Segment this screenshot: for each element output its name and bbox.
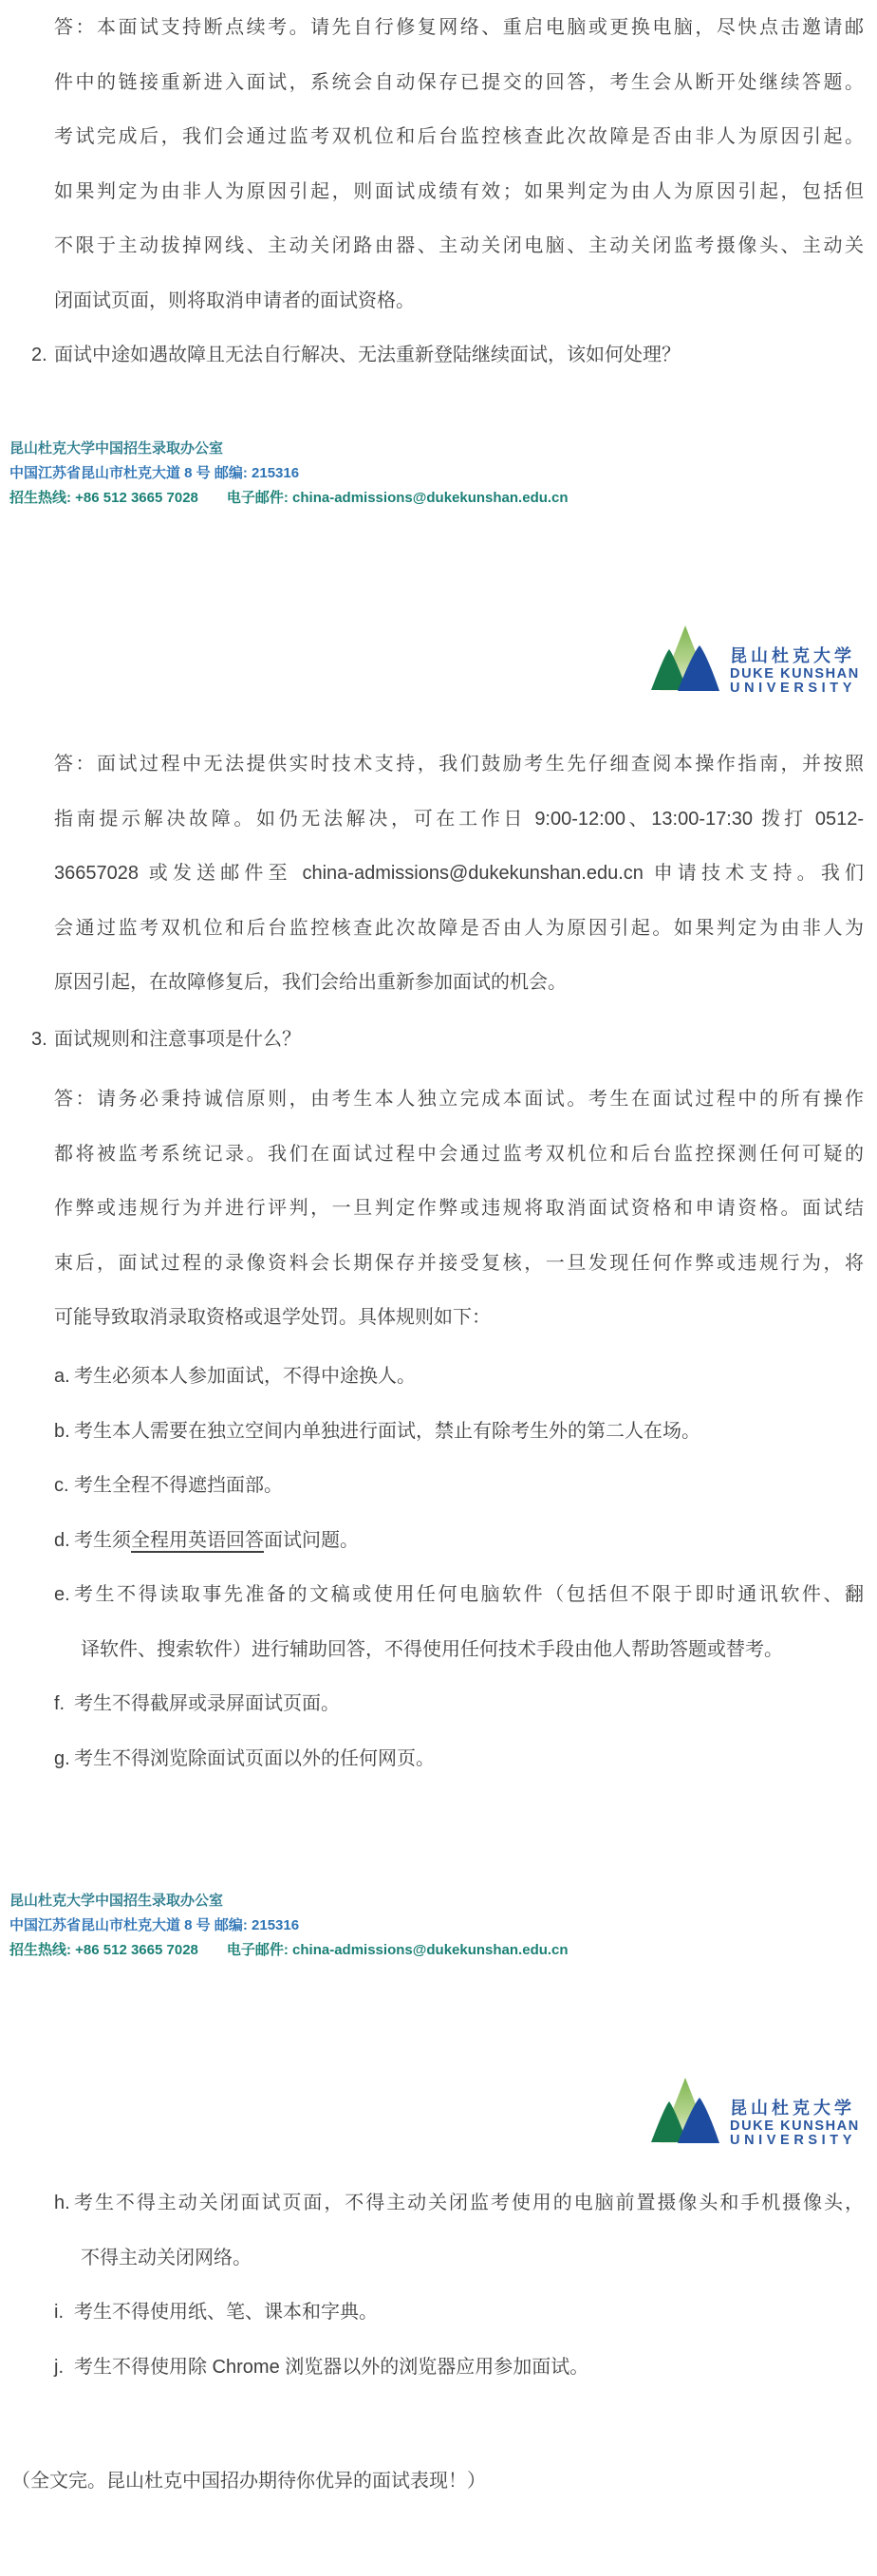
line-text: 考试完成后，我们会通过监考双机位和后台监控核查此次故障是否由非人为原因引起。: [54, 126, 864, 147]
list-marker: a.: [54, 1366, 70, 1387]
footer-email: 电子邮件: china-admissions@dukekunshan.edu.cn: [226, 490, 569, 506]
list-marker: i.: [54, 2302, 64, 2323]
question-3: [31, 1013, 864, 1068]
text-line: [54, 902, 864, 957]
logo-text: [730, 647, 860, 697]
question-number: 2.: [31, 345, 47, 365]
text-line: [54, 2231, 864, 2287]
line-text: 考生不得截屏或录屏面试页面。: [74, 1693, 340, 1714]
dku-logo: [650, 2077, 867, 2149]
line-text: 考生不得浏览除面试页面以外的任何网页。: [74, 1747, 435, 1769]
line-text: 不得主动关闭网络。: [81, 2247, 252, 2268]
list-marker: b.: [54, 1420, 70, 1442]
line-text: 闭面试页面，则将取消申请者的面试资格。: [54, 289, 415, 311]
list-marker: g.: [54, 1747, 70, 1769]
answer-paragraph-3: [54, 1073, 864, 1346]
line-text: 36657028 或发送邮件至 china-admissions@dukekunshan.edu.cn 申请技术支持。我们: [54, 863, 864, 884]
text-line: [54, 1182, 864, 1237]
list-marker: d.: [54, 1529, 70, 1551]
text-line: [54, 1677, 864, 1732]
text-line: [54, 1405, 864, 1460]
line-text: 可能导致取消录取资格或退学处罚。具体规则如下：: [54, 1307, 491, 1328]
text-line: [54, 56, 864, 111]
line-text: 答：本面试支持断点续考。请先自行修复网络、重启电脑或更换电脑，尽快点击邀请邮: [54, 17, 864, 38]
line-text: 考生不得使用纸、笔、课本和字典。: [74, 2302, 378, 2323]
line-text: 考生本人需要在独立空间内单独进行面试，禁止有除考生外的第二人在场。: [74, 1420, 700, 1442]
logo-en-name-line2: UNIVERSITY: [730, 681, 857, 696]
footer-address: 中国江苏省昆山市杜克大道 8 号 邮编: 215316: [9, 465, 300, 481]
footer-email: 电子邮件: china-admissions@dukekunshan.edu.cn: [226, 1942, 569, 1958]
answer-paragraph-1: [54, 1, 864, 328]
line-text: 考生不得使用除 Chrome 浏览器以外的浏览器应用参加面试。: [74, 2356, 589, 2378]
line-text: 作弊或违规行为并进行评判，一旦判定作弊或违规将取消面试资格和申请资格。面试结: [54, 1198, 864, 1219]
rules-list-a-g: [54, 1350, 864, 1786]
line-text: 会通过监考双机位和后台监控核查此次故障是否由人为原因引起。如果判定为由非人为: [54, 917, 864, 939]
logo-cn-name: 昆山杜克大学: [730, 646, 855, 665]
text-line: [54, 1568, 864, 1623]
line-text: 译软件、搜索软件）进行辅助回答，不得使用任何技术手段由他人帮助答题或替考。: [81, 1638, 783, 1660]
page-footer: [9, 437, 864, 511]
line-text: 考生全程不得遮挡面部。: [74, 1475, 283, 1496]
line-text: 考生必须本人参加面试，不得中途换人。: [74, 1366, 416, 1387]
text-line: [54, 2176, 864, 2231]
list-marker: j.: [54, 2356, 64, 2378]
text-line: [54, 737, 864, 793]
logo-cn-name: 昆山杜克大学: [730, 2099, 855, 2118]
question-number: 3.: [31, 1029, 47, 1050]
text-line: [54, 1350, 864, 1405]
line-text: 考生不得主动关闭面试页面，不得主动关闭监考使用的电脑前置摄像头和手机摄像头，: [74, 2193, 864, 2213]
logo-text: [730, 2100, 860, 2149]
footer-hotline: 招生热线: +86 512 3665 7028: [9, 1942, 198, 1958]
text-line: [54, 1732, 864, 1787]
line-text: 都将被监考系统记录。我们在面试过程中会通过监考双机位和后台监控探测任何可疑的: [54, 1143, 864, 1165]
logo-en-name-line1: DUKE KUNSHAN: [730, 666, 860, 681]
text-line: [54, 1, 864, 56]
text-line: [54, 1514, 864, 1569]
question-2: [31, 328, 864, 383]
footer-address: 中国江苏省昆山市杜克大道 8 号 邮编: 215316: [9, 1917, 300, 1933]
text-line: [54, 110, 864, 165]
text-line: [54, 274, 864, 329]
list-marker: h.: [54, 2193, 70, 2213]
question-text: 面试规则和注意事项是什么？: [54, 1029, 301, 1050]
footer-office: 昆山杜克大学中国招生录取办公室: [9, 1893, 224, 1909]
question-text: 面试中途如遇故障且无法自行解决、无法重新登陆继续面试，该如何处理？: [54, 345, 681, 365]
line-text: 考生须全程用英语回答面试问题。: [74, 1529, 359, 1551]
text-line: [54, 165, 864, 220]
list-marker: c.: [54, 1475, 69, 1496]
text-line: [54, 1459, 864, 1514]
mountain-logo-icon: [650, 2077, 720, 2145]
answer-paragraph-2: [54, 737, 864, 1011]
list-marker: f.: [54, 1693, 65, 1714]
logo-en-name-line1: DUKE KUNSHAN: [730, 2119, 860, 2134]
footer-hotline: 招生热线: +86 512 3665 7028: [9, 490, 198, 506]
text-line: [54, 2341, 864, 2396]
line-text: 考生不得读取事先准备的文稿或使用任何电脑软件（包括但不限于即时通讯软件、翻: [74, 1584, 864, 1605]
text-line: [54, 847, 864, 902]
line-text: 不限于主动拔掉网线、主动关闭路由器、主动关闭电脑、主动关闭监考摄像头、主动关: [54, 235, 864, 256]
line-text: 如果判定为由非人为原因引起，则面试成绩有效；如果判定为由人为原因引起，包括但: [54, 180, 864, 202]
line-text: 原因引起，在故障修复后，我们会给出重新参加面试的机会。: [54, 972, 567, 993]
text-line: [54, 1128, 864, 1183]
text-line: [54, 1291, 864, 1346]
page-footer: [9, 1889, 864, 1963]
text-line: [54, 793, 864, 848]
text-line: [54, 956, 864, 1011]
text-line: [54, 1623, 864, 1678]
line-text: 件中的链接重新进入面试，系统会自动保存已提交的回答，考生会从断开处继续答题。: [54, 71, 864, 93]
rules-list-h-j: [54, 2176, 864, 2395]
closing-text: （全文完。昆山杜克中国招办期待你优异的面试表现！）: [11, 2471, 486, 2492]
text-line: [54, 219, 864, 274]
dku-logo: [650, 625, 867, 697]
logo-en-name-line2: UNIVERSITY: [730, 2133, 857, 2148]
closing-line: [11, 2455, 864, 2510]
text-line: [54, 2286, 864, 2341]
footer-office: 昆山杜克大学中国招生录取办公室: [9, 440, 224, 457]
line-text: 束后，面试过程的录像资料会长期保存并接受复核，一旦发现任何作弊或违规行为，将: [54, 1252, 864, 1274]
text-line: [54, 1237, 864, 1292]
line-text: 答：请务必秉持诚信原则，由考生本人独立完成本面试。考生在面试过程中的所有操作: [54, 1089, 864, 1110]
text-line: [54, 1073, 864, 1128]
list-marker: e.: [54, 1584, 70, 1605]
line-text: 答：面试过程中无法提供实时技术支持，我们鼓励考生先仔细查阅本操作指南，并按照: [54, 754, 864, 775]
line-text: 指南提示解决故障。如仍无法解决，可在工作日 9:00-12:00、13:00-17:30 拨打 0512-: [54, 808, 864, 830]
mountain-logo-icon: [650, 625, 720, 693]
